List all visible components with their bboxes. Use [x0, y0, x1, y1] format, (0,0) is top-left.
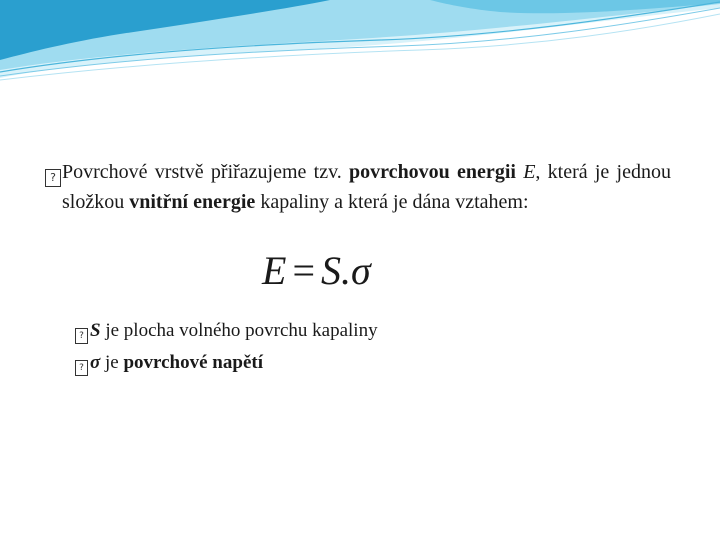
para-text-3: , která je jednou složkou — [62, 161, 671, 213]
sub-bullet-sigma — [75, 350, 263, 376]
main-paragraph — [45, 157, 671, 217]
formula-lhs: E — [262, 248, 287, 293]
sub-bullet-symbol: σ — [90, 352, 101, 373]
sub-bullet-text: je — [100, 352, 124, 373]
para-text-1: Povrchové vrstvě přiřazujeme tzv. — [62, 161, 350, 183]
term-surface-tension: povrchové napětí — [123, 352, 263, 373]
symbol-e: E — [523, 161, 536, 183]
sub-bullet-text: je plocha volného povrchu kapaliny — [100, 320, 378, 341]
sub-bullet-symbol: S — [90, 320, 101, 341]
formula — [262, 246, 371, 296]
term-surface-energy: povrchovou energii — [349, 161, 516, 183]
formula-rhs: S.σ — [321, 248, 371, 293]
formula-equals: = — [292, 248, 315, 293]
missing-glyph-bullet-icon: ? — [75, 328, 88, 344]
missing-glyph-bullet-icon: ? — [75, 360, 88, 376]
sub-bullet-s — [75, 318, 378, 344]
header-wave-decoration — [0, 0, 720, 90]
term-internal-energy: vnitřní energie — [129, 191, 256, 213]
missing-glyph-bullet-icon: ? — [45, 169, 61, 187]
para-text-4: kapaliny a která je dána vztahem: — [255, 191, 529, 213]
